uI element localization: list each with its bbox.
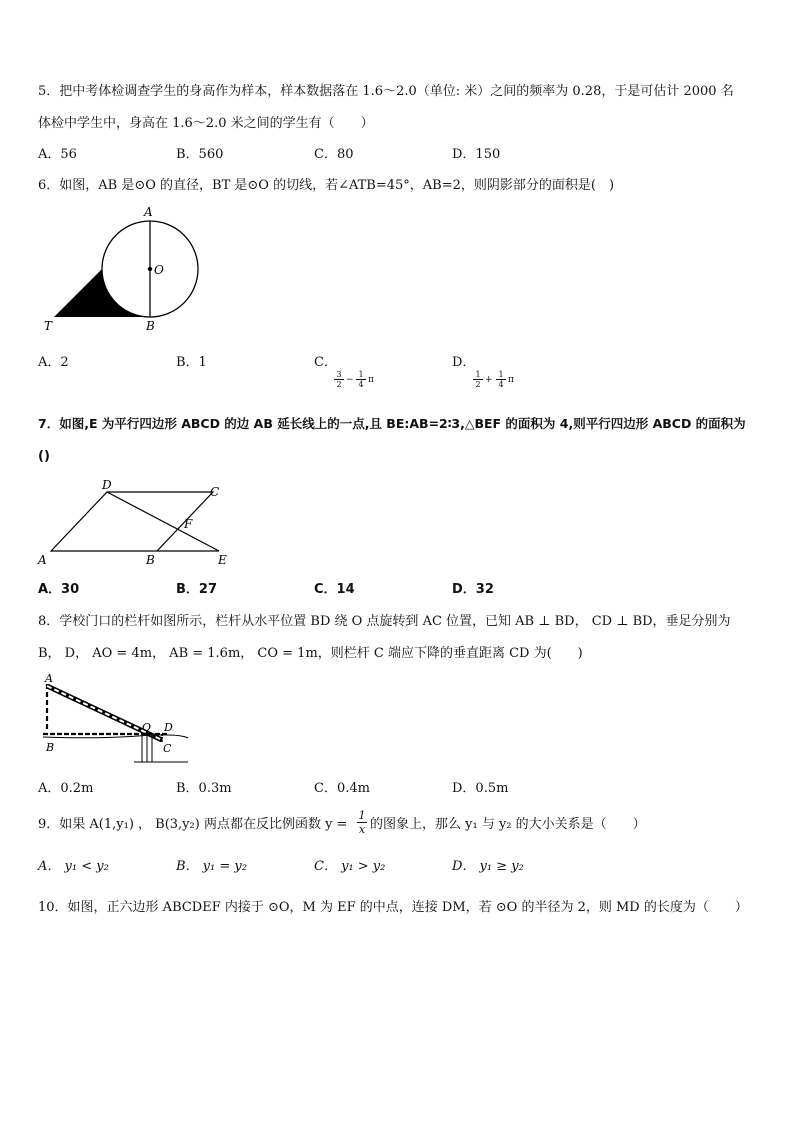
q6-d-pi: π [508, 375, 514, 385]
q8-figure [38, 672, 198, 772]
q8-label-a: A [45, 672, 53, 685]
q8-label-d: D [164, 721, 173, 734]
q8-label-b: B [46, 741, 55, 754]
q6-option-a: A．2 [38, 355, 69, 370]
q6-c-pi: π [368, 375, 374, 385]
q6-center-dot [148, 267, 152, 271]
q8-label-o: O [142, 721, 152, 734]
q5-option-d: D．150 [452, 147, 501, 162]
q7-option-a: A．30 [38, 582, 80, 597]
q8-ground-line [43, 735, 188, 738]
q6-option-b: B．1 [176, 355, 207, 370]
q8-option-b: B．0.3m [176, 781, 232, 796]
q6-label-t: T [44, 319, 53, 333]
q7-line-2: () [38, 449, 50, 464]
q6-d-operator: + [485, 375, 493, 385]
q7-label-c: C [210, 485, 220, 499]
q7-segment-de [107, 492, 219, 551]
q5-option-c: C．80 [314, 147, 354, 162]
q7-option-d: D．32 [452, 582, 494, 597]
q8-option-a: A．0.2m [38, 781, 94, 796]
q9-option-b: B． y₁ = y₂ [176, 859, 247, 874]
q6-option-c-label: C． [314, 355, 337, 370]
q8-line-2: B， D， AO = 4m， AB = 1.6m， CO = 1m，则栏杆 C 端应下降的垂直距离 CD 为( ) [38, 646, 583, 661]
q9-fraction: $\frac{1}{x}$ [358, 809, 366, 836]
q8-option-d: D．0.5m [452, 781, 509, 796]
q5-option-b: B．560 [176, 147, 224, 162]
q8-option-c: C．0.4m [314, 781, 370, 796]
q8-label-c: C [163, 742, 172, 755]
q6-line-1: 6．如图，AB 是⊙O 的直径，BT 是⊙O 的切线，若∠ATB=45°，AB=2，则阴影部分的面积是( ) [38, 178, 615, 193]
q7-label-b: B [146, 553, 155, 567]
q6-c-frac-2: $\frac{1}{4}$ [356, 370, 366, 389]
q6-figure [40, 202, 210, 337]
q7-option-c: C．14 [314, 582, 355, 597]
q5-option-a: A．56 [38, 147, 77, 162]
q7-label-e: E [218, 553, 227, 567]
q6-d-frac-2: $\frac{1}{4}$ [496, 370, 506, 389]
q5-line-1: 5．把中考体检调查学生的身高作为样本，样本数据落在 1.6～2.0（单位: 米）之间的频率为 0.28，于是可估计 2000 名 [38, 84, 734, 99]
q6-c-frac-1: $\frac{3}{2}$ [334, 370, 344, 389]
q9-option-c: C． y₁ > y₂ [314, 859, 386, 874]
q9-prefix: 9．如果 A(1,y₁) ， B(3,y₂) 两点都在反比例函数 y = [38, 817, 348, 832]
q6-label-a: A [144, 205, 153, 219]
q5-line-2: 体检中学生中，身高在 1.6～2.0 米之间的学生有（ ） [38, 116, 374, 131]
q6-label-o: O [154, 263, 164, 277]
q7-option-b: B．27 [176, 582, 217, 597]
q6-label-b: B [146, 319, 155, 333]
q7-label-d: D [102, 478, 112, 492]
q9-option-d: D． y₁ ≥ y₂ [452, 859, 524, 874]
q9-option-a: A． y₁ < y₂ [38, 859, 109, 874]
q7-figure [36, 476, 236, 571]
q10-line-1: 10．如图，正六边形 ABCDEF 内接于 ⊙O，M 为 EF 的中点，连接 DM，若 ⊙O 的半径为 2，则 MD 的长度为（ ） [38, 900, 748, 915]
q6-d-frac-1: $\frac{1}{2}$ [473, 370, 483, 389]
q6-option-d-label: D． [452, 355, 476, 370]
q7-label-f: F [184, 517, 193, 531]
q6-c-operator: − [346, 375, 354, 385]
q7-label-a: A [38, 553, 47, 567]
q7-line-1: 7．如图,E 为平行四边形 ABCD 的边 AB 延长线上的一点,且 BE:AB=2∶3,△BEF 的面积为 4,则平行四边形 ABCD 的面积为 [38, 416, 746, 431]
q8-line-1: 8．学校门口的栏杆如图所示，栏杆从水平位置 BD 绕 O 点旋转到 AC 位置，已知 AB ⊥ BD， CD ⊥ BD，垂足分别为 [38, 614, 731, 629]
q9-suffix: 的图象上，那么 y₁ 与 y₂ 的大小关系是（ ） [370, 817, 646, 832]
